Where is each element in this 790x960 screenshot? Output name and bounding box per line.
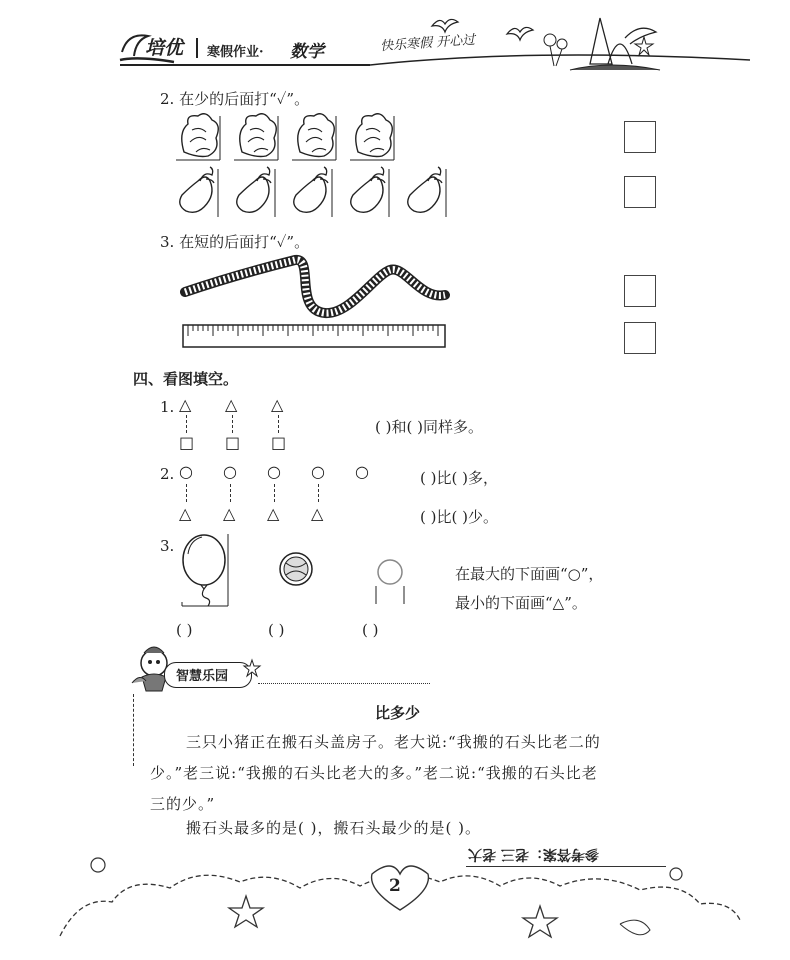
ball-image bbox=[278, 551, 318, 591]
eggplant-icon bbox=[233, 165, 277, 219]
header-subtitle: 寒假作业· bbox=[207, 45, 264, 60]
triangle-shape: △ bbox=[267, 504, 280, 523]
dashed-connector bbox=[186, 415, 187, 433]
bird-icon bbox=[430, 14, 460, 34]
eggplant-icon bbox=[290, 165, 334, 219]
rope-image bbox=[175, 245, 475, 325]
eggplant-row bbox=[170, 165, 450, 221]
p3-blank-3[interactable]: ( ) bbox=[362, 621, 379, 639]
circle-shape: ○ bbox=[179, 462, 193, 481]
dashed-connector bbox=[230, 484, 231, 502]
answer-box-ruler[interactable] bbox=[624, 322, 656, 354]
story-title: 比多少 bbox=[375, 704, 421, 722]
dashed-connector bbox=[278, 415, 279, 433]
p3-number: 3. bbox=[160, 537, 175, 555]
triangle-shape: △ bbox=[225, 395, 238, 414]
sparkle-star-icon bbox=[244, 660, 260, 676]
section-4-title: 四、看图填空。 bbox=[133, 370, 239, 388]
p2-line2[interactable]: ( )比( )少。 bbox=[420, 508, 498, 526]
header-divider bbox=[196, 38, 198, 58]
triangle-shape: △ bbox=[179, 395, 192, 414]
answer-box-rope[interactable] bbox=[624, 275, 656, 307]
p2-number: 2. bbox=[160, 465, 175, 483]
p3-instruction-2: 最小的下面画“△”。 bbox=[455, 594, 587, 612]
square-shape: □ bbox=[271, 433, 287, 452]
small-circle-image bbox=[372, 556, 412, 606]
wisdom-left-border bbox=[133, 694, 134, 766]
circle-shape: ○ bbox=[311, 462, 325, 481]
logo-text: 培优 bbox=[145, 37, 184, 59]
q2-title: 2. 在少的后面打“✓”。 bbox=[160, 90, 310, 108]
cabbage-icon bbox=[292, 112, 338, 162]
wisdom-dotted-rule bbox=[258, 683, 430, 684]
cabbage-icon bbox=[234, 112, 280, 162]
p1-figure bbox=[175, 395, 295, 457]
p1-number: 1. bbox=[160, 398, 175, 416]
answer-key: 参考答案：老三 老大 bbox=[468, 846, 599, 862]
ruler-image bbox=[182, 324, 447, 350]
q3-title: 3. 在短的后面打“✓”。 bbox=[160, 233, 310, 251]
page-header bbox=[0, 0, 790, 80]
dashed-connector bbox=[232, 415, 233, 433]
eggplant-icon bbox=[347, 165, 391, 219]
balloon-image bbox=[180, 532, 240, 612]
eggplant-icon bbox=[176, 165, 220, 219]
eggplant-icon bbox=[404, 165, 448, 219]
dashed-connector bbox=[274, 484, 275, 502]
story-line-2: 少。”老三说:“我搬的石头比老大的多。”老二说:“我搬的石头比老 bbox=[150, 764, 598, 782]
p3-blank-1[interactable]: ( ) bbox=[176, 621, 193, 639]
p1-blank-sentence[interactable]: ( )和( )同样多。 bbox=[375, 418, 483, 436]
story-question[interactable]: 搬石头最多的是( )，搬石头最少的是( )。 bbox=[186, 819, 481, 837]
p2-figure bbox=[175, 462, 375, 526]
square-shape: □ bbox=[179, 433, 195, 452]
page-number: 2 bbox=[389, 876, 401, 896]
p2-line1[interactable]: ( )比( )多， bbox=[420, 469, 498, 487]
answer-box-eggplant[interactable] bbox=[624, 176, 656, 208]
circle-shape: ○ bbox=[267, 462, 281, 481]
header-slogan: 快乐寒假 开心过 bbox=[379, 32, 476, 55]
triangle-shape: △ bbox=[271, 395, 284, 414]
triangle-shape: △ bbox=[223, 504, 236, 523]
wisdom-banner-text: 智慧乐园 bbox=[176, 669, 229, 684]
cabbage-icon bbox=[350, 112, 396, 162]
square-shape: □ bbox=[225, 433, 241, 452]
footer-cloud-border bbox=[0, 860, 790, 960]
answer-box-cabbage[interactable] bbox=[624, 121, 656, 153]
p3-blank-2[interactable]: ( ) bbox=[268, 621, 285, 639]
triangle-shape: △ bbox=[179, 504, 192, 523]
dashed-connector bbox=[186, 484, 187, 502]
header-subject: 数学 bbox=[290, 42, 324, 62]
story-line-1: 三只小猪正在搬石头盖房子。老大说:“我搬的石头比老二的 bbox=[186, 733, 601, 751]
triangle-shape: △ bbox=[311, 504, 324, 523]
story-line-3: 三的少。” bbox=[150, 795, 216, 813]
p3-instruction-1: 在最大的下面画“○”， bbox=[455, 565, 604, 583]
cabbage-icon bbox=[176, 112, 222, 162]
circle-shape: ○ bbox=[355, 462, 369, 481]
circle-shape: ○ bbox=[223, 462, 237, 481]
dashed-connector bbox=[318, 484, 319, 502]
star-icon bbox=[634, 36, 654, 56]
cabbage-row bbox=[170, 112, 410, 164]
bird-icon-2 bbox=[505, 22, 535, 42]
